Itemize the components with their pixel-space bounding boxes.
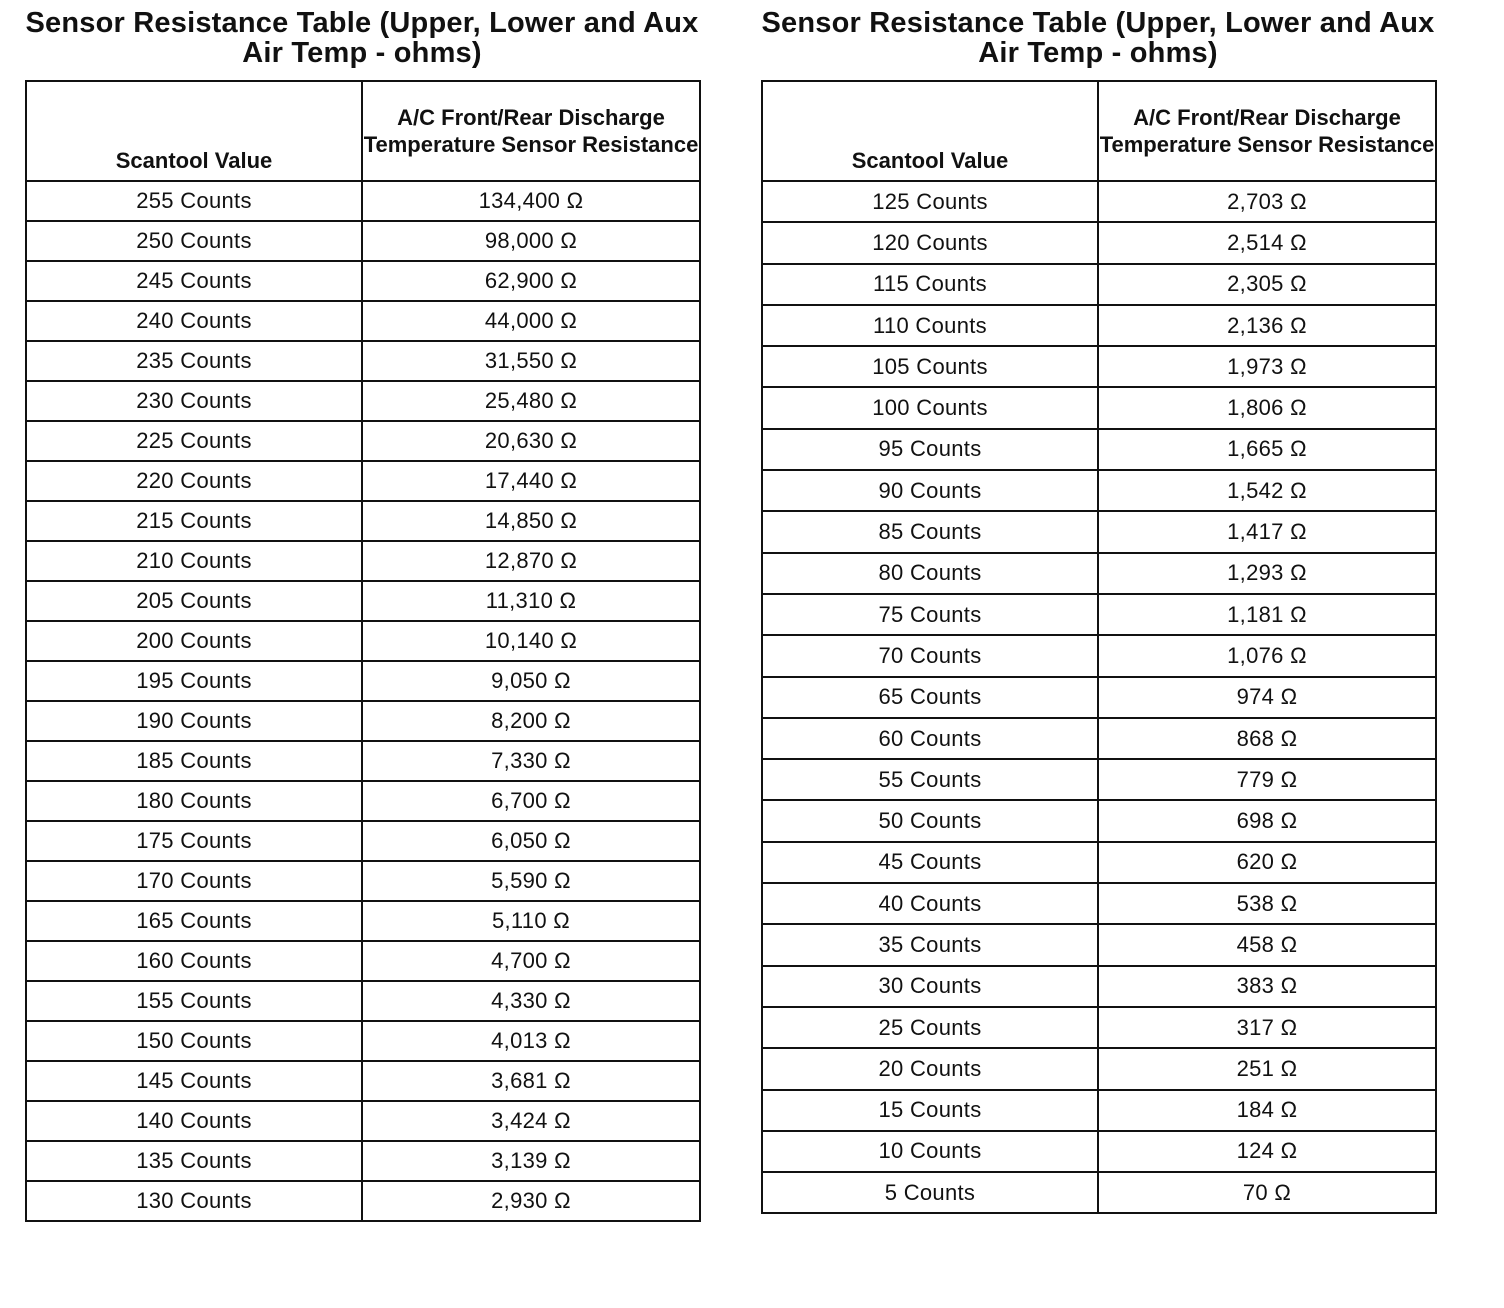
- table-title: Sensor Resistance Table (Upper, Lower and Aux Air Temp - ohms): [25, 7, 699, 69]
- scantool-value-cell: 125 Counts: [762, 181, 1098, 222]
- table-row: [762, 553, 1436, 594]
- table-row: [26, 781, 700, 821]
- resistance-value-cell: 44,000 Ω: [362, 301, 700, 341]
- resistance-value-cell: 1,806 Ω: [1098, 387, 1436, 428]
- resistance-value-cell: 974 Ω: [1098, 677, 1436, 718]
- scantool-value-cell: 100 Counts: [762, 387, 1098, 428]
- scantool-value-cell: 140 Counts: [26, 1101, 362, 1141]
- table-row: [26, 421, 700, 461]
- resistance-value-cell: 1,665 Ω: [1098, 429, 1436, 470]
- resistance-value-cell: 4,330 Ω: [362, 981, 700, 1021]
- scantool-value-cell: 50 Counts: [762, 800, 1098, 841]
- scantool-value-cell: 235 Counts: [26, 341, 362, 381]
- scantool-value-cell: 180 Counts: [26, 781, 362, 821]
- scantool-value-cell: 20 Counts: [762, 1048, 1098, 1089]
- resistance-value-cell: 317 Ω: [1098, 1007, 1436, 1048]
- table-row: [762, 759, 1436, 800]
- resistance-value-cell: 25,480 Ω: [362, 381, 700, 421]
- table-row: [762, 1048, 1436, 1089]
- table-row: [26, 1141, 700, 1181]
- resistance-value-cell: 31,550 Ω: [362, 341, 700, 381]
- resistance-value-cell: 1,973 Ω: [1098, 346, 1436, 387]
- table-row: [26, 1101, 700, 1141]
- table-row: [762, 1007, 1436, 1048]
- table-row: [762, 594, 1436, 635]
- scantool-value-cell: 200 Counts: [26, 621, 362, 661]
- resistance-value-cell: 2,930 Ω: [362, 1181, 700, 1221]
- table-header-row: [762, 81, 1436, 181]
- scantool-value-cell: 230 Counts: [26, 381, 362, 421]
- scantool-value-cell: 45 Counts: [762, 842, 1098, 883]
- table-row: [762, 635, 1436, 676]
- table-row: [26, 501, 700, 541]
- resistance-value-cell: 98,000 Ω: [362, 221, 700, 261]
- table-row: [762, 511, 1436, 552]
- table-row: [26, 1181, 700, 1221]
- resistance-value-cell: 70 Ω: [1098, 1172, 1436, 1213]
- resistance-value-cell: 458 Ω: [1098, 924, 1436, 965]
- resistance-table-panel-left: [25, 0, 699, 1222]
- resistance-value-cell: 4,700 Ω: [362, 941, 700, 981]
- resistance-value-cell: 3,139 Ω: [362, 1141, 700, 1181]
- table-row: [762, 387, 1436, 428]
- table-row: [762, 181, 1436, 222]
- scantool-value-cell: 120 Counts: [762, 222, 1098, 263]
- table-row: [26, 301, 700, 341]
- resistance-value-cell: 6,700 Ω: [362, 781, 700, 821]
- resistance-value-cell: 14,850 Ω: [362, 501, 700, 541]
- resistance-value-cell: 1,076 Ω: [1098, 635, 1436, 676]
- resistance-value-cell: 698 Ω: [1098, 800, 1436, 841]
- scantool-value-cell: 80 Counts: [762, 553, 1098, 594]
- table-header-row: [26, 81, 700, 181]
- table-body: [26, 181, 700, 1221]
- resistance-value-cell: 251 Ω: [1098, 1048, 1436, 1089]
- scantool-value-cell: 130 Counts: [26, 1181, 362, 1221]
- resistance-value-cell: 62,900 Ω: [362, 261, 700, 301]
- scantool-value-cell: 190 Counts: [26, 701, 362, 741]
- table-row: [762, 429, 1436, 470]
- table-row: [26, 701, 700, 741]
- scantool-value-cell: 105 Counts: [762, 346, 1098, 387]
- scantool-value-cell: 160 Counts: [26, 941, 362, 981]
- scantool-value-cell: 25 Counts: [762, 1007, 1098, 1048]
- resistance-value-cell: 3,424 Ω: [362, 1101, 700, 1141]
- scantool-value-cell: 205 Counts: [26, 581, 362, 621]
- resistance-header: A/C Front/Rear Discharge Temperature Sensor Resistance: [362, 81, 700, 181]
- resistance-value-cell: 17,440 Ω: [362, 461, 700, 501]
- table-row: [762, 966, 1436, 1007]
- resistance-value-cell: 2,514 Ω: [1098, 222, 1436, 263]
- resistance-value-cell: 5,110 Ω: [362, 901, 700, 941]
- resistance-value-cell: 5,590 Ω: [362, 861, 700, 901]
- table-row: [762, 1172, 1436, 1213]
- resistance-value-cell: 2,136 Ω: [1098, 305, 1436, 346]
- resistance-value-cell: 1,293 Ω: [1098, 553, 1436, 594]
- scantool-value-cell: 15 Counts: [762, 1090, 1098, 1131]
- table-row: [762, 222, 1436, 263]
- scantool-value-cell: 250 Counts: [26, 221, 362, 261]
- resistance-table: [761, 80, 1437, 1214]
- scantool-value-cell: 255 Counts: [26, 181, 362, 221]
- table-row: [762, 677, 1436, 718]
- scantool-value-cell: 90 Counts: [762, 470, 1098, 511]
- scantool-value-cell: 240 Counts: [26, 301, 362, 341]
- scantool-value-cell: 40 Counts: [762, 883, 1098, 924]
- scantool-value-cell: 110 Counts: [762, 305, 1098, 346]
- table-row: [762, 924, 1436, 965]
- scantool-value-cell: 95 Counts: [762, 429, 1098, 470]
- scantool-value-cell: 195 Counts: [26, 661, 362, 701]
- resistance-table-panel-right: [761, 0, 1435, 1214]
- table-row: [762, 718, 1436, 759]
- table-row: [26, 581, 700, 621]
- scantool-value-cell: 165 Counts: [26, 901, 362, 941]
- scantool-value-cell: 5 Counts: [762, 1172, 1098, 1213]
- resistance-value-cell: 184 Ω: [1098, 1090, 1436, 1131]
- table-row: [26, 341, 700, 381]
- table-row: [26, 821, 700, 861]
- table-row: [26, 981, 700, 1021]
- scantool-value-cell: 30 Counts: [762, 966, 1098, 1007]
- scantool-value-cell: 60 Counts: [762, 718, 1098, 759]
- resistance-value-cell: 124 Ω: [1098, 1131, 1436, 1172]
- resistance-header: A/C Front/Rear Discharge Temperature Sensor Resistance: [1098, 81, 1436, 181]
- table-row: [26, 661, 700, 701]
- table-row: [762, 470, 1436, 511]
- resistance-value-cell: 1,542 Ω: [1098, 470, 1436, 511]
- resistance-value-cell: 8,200 Ω: [362, 701, 700, 741]
- scantool-value-cell: 170 Counts: [26, 861, 362, 901]
- scantool-value-cell: 215 Counts: [26, 501, 362, 541]
- resistance-value-cell: 2,703 Ω: [1098, 181, 1436, 222]
- table-row: [26, 901, 700, 941]
- table-row: [26, 1061, 700, 1101]
- resistance-value-cell: 779 Ω: [1098, 759, 1436, 800]
- resistance-value-cell: 868 Ω: [1098, 718, 1436, 759]
- scantool-value-cell: 35 Counts: [762, 924, 1098, 965]
- resistance-value-cell: 6,050 Ω: [362, 821, 700, 861]
- scantool-value-cell: 185 Counts: [26, 741, 362, 781]
- scantool-value-header: Scantool Value: [26, 81, 362, 181]
- scantool-value-cell: 55 Counts: [762, 759, 1098, 800]
- resistance-value-cell: 10,140 Ω: [362, 621, 700, 661]
- resistance-value-cell: 3,681 Ω: [362, 1061, 700, 1101]
- resistance-value-cell: 1,181 Ω: [1098, 594, 1436, 635]
- scantool-value-header: Scantool Value: [762, 81, 1098, 181]
- table-row: [26, 541, 700, 581]
- table-row: [762, 842, 1436, 883]
- resistance-value-cell: 620 Ω: [1098, 842, 1436, 883]
- scantool-value-cell: 145 Counts: [26, 1061, 362, 1101]
- resistance-value-cell: 2,305 Ω: [1098, 264, 1436, 305]
- resistance-value-cell: 11,310 Ω: [362, 581, 700, 621]
- table-row: [26, 381, 700, 421]
- scantool-value-cell: 155 Counts: [26, 981, 362, 1021]
- table-row: [26, 261, 700, 301]
- table-row: [26, 221, 700, 261]
- table-row: [762, 1090, 1436, 1131]
- scantool-value-cell: 225 Counts: [26, 421, 362, 461]
- scantool-value-cell: 10 Counts: [762, 1131, 1098, 1172]
- resistance-value-cell: 4,013 Ω: [362, 1021, 700, 1061]
- table-row: [762, 883, 1436, 924]
- table-body: [762, 181, 1436, 1213]
- scantool-value-cell: 115 Counts: [762, 264, 1098, 305]
- table-row: [762, 346, 1436, 387]
- resistance-value-cell: 538 Ω: [1098, 883, 1436, 924]
- scantool-value-cell: 245 Counts: [26, 261, 362, 301]
- scantool-value-cell: 175 Counts: [26, 821, 362, 861]
- table-row: [762, 1131, 1436, 1172]
- resistance-value-cell: 1,417 Ω: [1098, 511, 1436, 552]
- resistance-value-cell: 12,870 Ω: [362, 541, 700, 581]
- resistance-value-cell: 383 Ω: [1098, 966, 1436, 1007]
- table-row: [26, 621, 700, 661]
- resistance-table: [25, 80, 701, 1222]
- scantool-value-cell: 75 Counts: [762, 594, 1098, 635]
- table-row: [26, 461, 700, 501]
- table-row: [26, 1021, 700, 1061]
- scantool-value-cell: 135 Counts: [26, 1141, 362, 1181]
- resistance-value-cell: 20,630 Ω: [362, 421, 700, 461]
- scantool-value-cell: 65 Counts: [762, 677, 1098, 718]
- table-row: [762, 305, 1436, 346]
- scantool-value-cell: 85 Counts: [762, 511, 1098, 552]
- scantool-value-cell: 150 Counts: [26, 1021, 362, 1061]
- table-row: [762, 264, 1436, 305]
- table-row: [26, 181, 700, 221]
- resistance-value-cell: 9,050 Ω: [362, 661, 700, 701]
- resistance-value-cell: 134,400 Ω: [362, 181, 700, 221]
- table-title: Sensor Resistance Table (Upper, Lower and Aux Air Temp - ohms): [761, 7, 1435, 69]
- table-row: [26, 861, 700, 901]
- scantool-value-cell: 220 Counts: [26, 461, 362, 501]
- table-row: [26, 741, 700, 781]
- table-row: [762, 800, 1436, 841]
- scantool-value-cell: 70 Counts: [762, 635, 1098, 676]
- scantool-value-cell: 210 Counts: [26, 541, 362, 581]
- table-row: [26, 941, 700, 981]
- resistance-value-cell: 7,330 Ω: [362, 741, 700, 781]
